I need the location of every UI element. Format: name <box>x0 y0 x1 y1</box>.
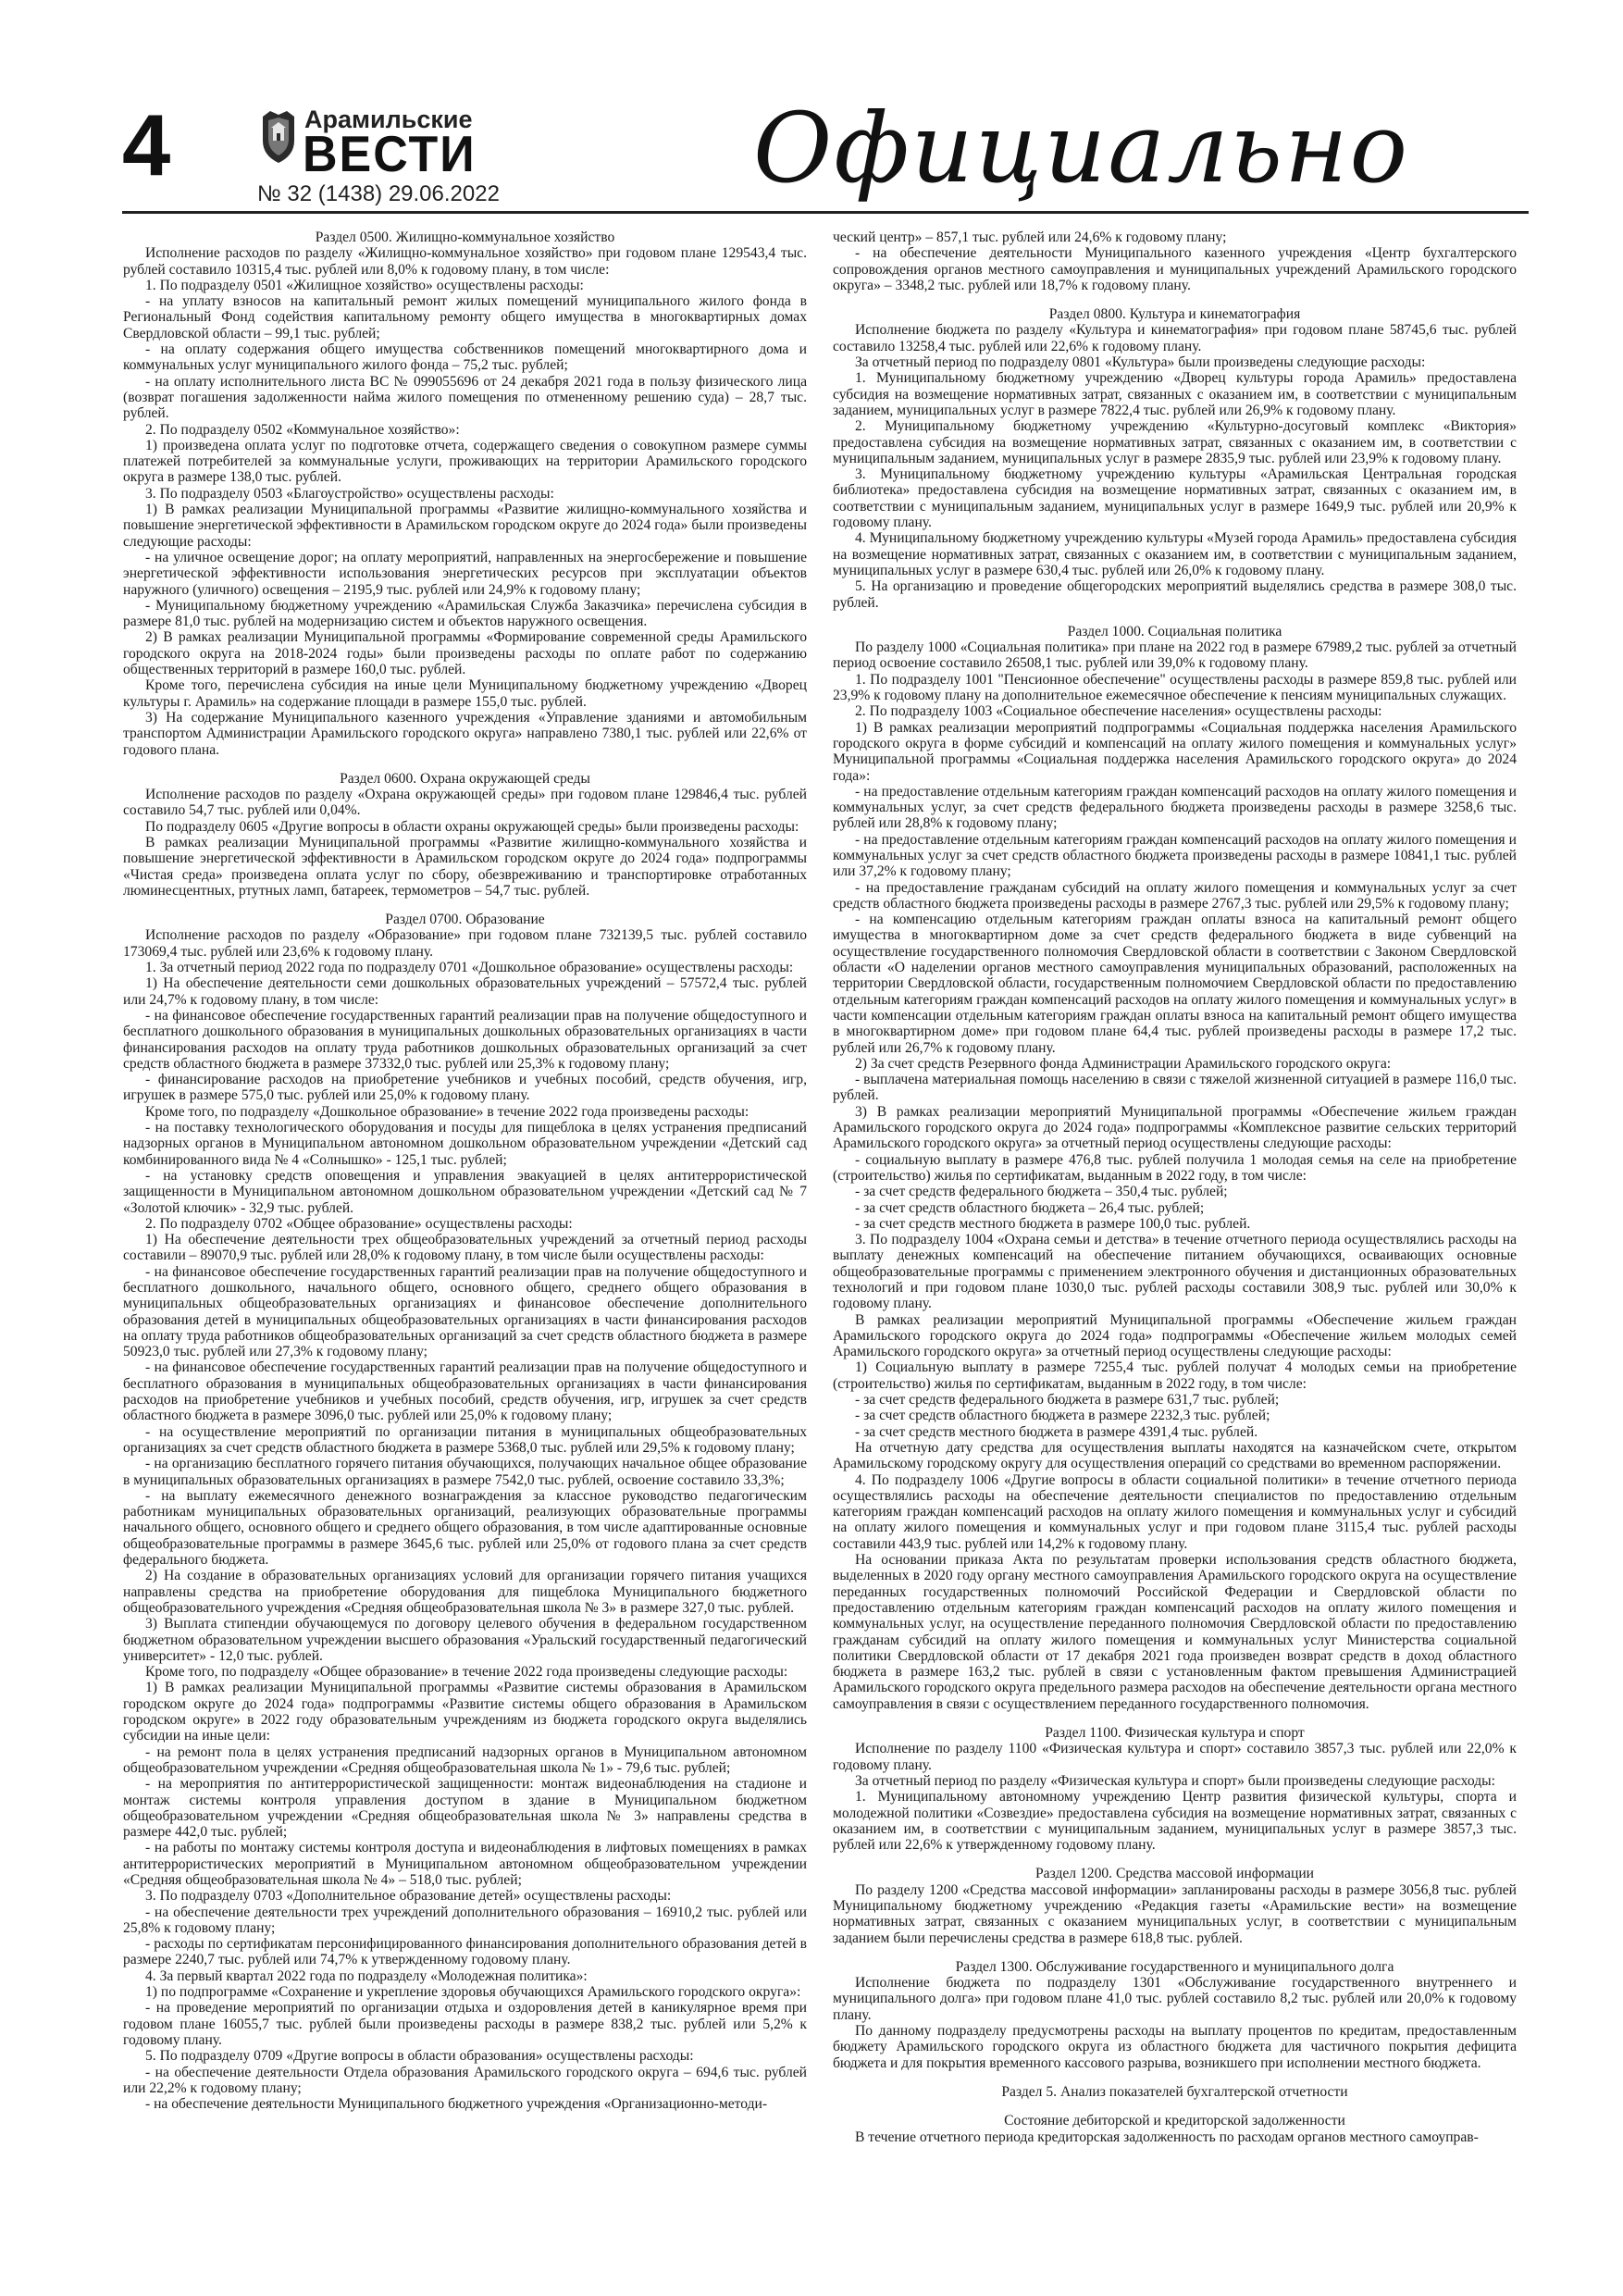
paragraph: 3) На содержание Муниципального казенного учреждения «Управление зданиями и автомобильным транспортом Администрации Арамильского городского округа» направлено 7380,1 тыс. рублей или 22,6% от годового плана. <box>123 709 807 758</box>
section-heading: Раздел 0500. Жилищно-коммунальное хозяйство <box>315 230 615 245</box>
logo-main-text: ВЕСТИ <box>303 126 477 183</box>
paragraph: 4. По подразделу 1006 «Другие вопросы в области социальной политики» в течение отчетного периода осуществлялись расходы на обеспечение деятельности специалистов по предоставлению отдельным категориям граждан компенсаций расходов на оплату жилого помещения и коммунальных услуг и субсидий на оплату жилого помещения и коммунальных услуг и при годовом плане 3115,4 тыс. рублей расходы составили 443,9 тыс. рублей или 14,2% к годовому плану. <box>833 1471 1517 1552</box>
paragraph: - на уплату взносов на капитальный ремонт жилых помещений муниципального жилого фонда в Региональный Фонд содействия капитальному ремонту общего имущества в многоквартирных домах Свердловской области – 99,1 тыс. рублей; <box>123 293 807 341</box>
paragraph: 2. Муниципальному бюджетному учреждению «Культурно-досуговый комплекс «Виктория» предоставлена субсидия на возмещение нормативных затрат, связанных с оказанием им, в соответствии с муниципальным заданием, муниципальных услуг в размере 2835,9 тыс. рублей или 23,9% к годовому плану. <box>833 418 1517 466</box>
paragraph: 3. Муниципальному бюджетному учреждению культуры «Арамильская Центральная городская библиотека» предоставлена субсидия на возмещение нормативных затрат, связанных с оказанием им, в соответствии с муниципальным заданием, муниципальных услуг в размере 1649,9 тыс. рублей или 20,9% к годовому плану. <box>833 466 1517 531</box>
paragraph: На основании приказа Акта по результатам проверки использования средств областного бюджета, выделенных в 2020 году органу местного самоуправления Арамильского городского округа на осуществление переданных государственных полномочий Российской Федерации и Свердловской области по предоставлению отдельным категориям граждан компенсаций расходов на оплату жилого помещения и коммунальных услуг, на осуществление переданного полномочия Свердловской области по предоставлению гражданам субсидий на оплату жилого помещения и коммунальных услуг Министерства социальной политики Свердловской области от 17 декабря 2021 года произведен возврат средств в доход областного бюджета в размере 163,2 тыс. рублей в связи с установленным фактом превышения Администрацией Арамильского городского округа предельного размера расходов на обеспечение деятельности органа местного самоуправления в связи с осуществлением переданного государственного полномочия. <box>833 1552 1517 1712</box>
paragraph: - Муниципальному бюджетному учреждению «Арамильская Служба Заказчика» перечислена субсидия в размере 81,0 тыс. рублей на модернизацию систем и объектов наружного освещения. <box>123 597 807 630</box>
section-title: Официально <box>753 92 1410 205</box>
paragraph: За отчетный период по разделу «Физическая культура и спорт» были произведены следующие расходы: <box>855 1772 1495 1789</box>
paragraph: 1) На обеспечение деятельности трех общеобразовательных учреждений за отчетный период расходы составили – 89070,9 тыс. рублей или 28,0% к годовому плану, в том числе были осуществлены расходы: <box>123 1232 807 1264</box>
issue-info: № 32 (1438) 29.06.2022 <box>257 181 500 206</box>
paragraph: 2. По подразделу 0702 «Общее образование» осуществлены расходы: <box>145 1215 573 1232</box>
paragraph: - на обеспечение деятельности Муниципального бюджетного учреждения «Организационно-методи- <box>145 2096 768 2113</box>
paragraph: 1. Муниципальному автономному учреждению Центр развития физической культуры, спорта и молодежной политики «Созвездие» предоставлена субсидия на возмещение нормативных затрат, связанных с оказанием им, в соответствии с муниципальным заданием, муниципальных услуг в размере 3857,3 тыс. рублей или 22,6% к утвержденному годовому плану. <box>833 1789 1517 1854</box>
paragraph: Исполнение расходов по разделу «Образование» при годовом плане 732139,5 тыс. рублей составило 173069,4 тыс. рублей или 23,6% к годовому плану. <box>123 927 807 960</box>
paragraph: Исполнение по разделу 1100 «Физическая культура и спорт» составило 3857,3 тыс. рублей или 22,0% к годовому плану. <box>833 1741 1517 1773</box>
paragraph: По подразделу 0605 «Другие вопросы в области охраны окружающей среды» были произведены расходы: <box>145 818 799 835</box>
section-heading: Раздел 5. Анализ показателей бухгалтерской отчетности <box>1001 2083 1348 2100</box>
paragraph: - на мероприятия по антитеррористической защищенности: монтаж видеонаблюдения на стадионе и монтаж системы контроля управления доступом в здание в Муниципальном бюджетном общеобразовательном учреждении «Средняя общеобразовательная школа № 3» направлены средства в размере 442,0 тыс. рублей; <box>123 1776 807 1841</box>
paragraph: 2) В рамках реализации Муниципальной программы «Формирование современной среды Арамильского городского округа на 2018-2024 годы» были произведены расходы по оплате работ по содержанию общественных территорий в размере 160,0 тыс. рублей. <box>123 629 807 678</box>
paragraph: - на оплату содержания общего имущества собственников помещений многоквартирного дома и коммунальных услуг муниципального жилого фонда – 75,2 тыс. рублей; <box>123 341 807 374</box>
paragraph: Кроме того, по подразделу «Дошкольное образование» в течение 2022 года произведены расходы: <box>145 1103 750 1120</box>
paragraph: - на финансовое обеспечение государственных гарантий реализации прав на получение общедоступного и бесплатного дошкольного, начального общего, основного общего, среднего общего образования в муниципальных общеобразовательных организациях и финансовое обеспечение дополнительного образования детей в муниципальных общеобразовательных организациях в части финансирования расходов на оплату труда работников общеобразовательных организаций за счет средств областного бюджета в размере 50923,0 тыс. рублей или 27,3% к годовому плану; <box>123 1263 807 1360</box>
paragraph: 3. По подразделу 1004 «Охрана семьи и детства» в течение отчетного периода осуществлялись расходы на выплату денежных компенсаций на обеспечение питанием обучающихся, осваивающих основные общеобразовательные программы с применением электронного обучения и дистанционных образовательных технологий и при годовом плане 1030,0 тыс. рублей расходы составили 308,9 тыс. рублей или 30,0% к годовому плану. <box>833 1232 1517 1312</box>
paragraph: 1) произведена оплата услуг по подготовке отчета, содержащего сведения о совокупном размере суммы платежей потребителей за коммунальные услуги, проживающих на территории Арамильского городского округа в размере 138,0 тыс. рублей. <box>123 437 807 486</box>
paragraph: 3. По подразделу 0503 «Благоустройство» осуществлены расходы: <box>145 485 554 502</box>
section-heading: Раздел 0600. Охрана окружающей среды <box>340 770 590 787</box>
paragraph: - финансирование расходов на приобретение учебников и учебных пособий, средств обучения, игр, игрушек в размере 575,0 тыс. рублей или 25,0% к годовому плану. <box>123 1072 807 1104</box>
page-number: 4 <box>122 96 171 193</box>
paragraph: 1. По подразделу 0501 «Жилищное хозяйство» осуществлены расходы: <box>145 277 584 293</box>
paragraph: За отчетный период по подразделу 0801 «Культура» были произведены следующие расходы: <box>855 354 1426 371</box>
paragraph: - за счет средств местного бюджета в размере 4391,4 тыс. рублей. <box>855 1423 1258 1440</box>
section-heading: Раздел 1100. Физическая культура и спорт <box>1045 1725 1305 1742</box>
coat-of-arms-icon <box>259 107 298 165</box>
paragraph: 4. За первый квартал 2022 года по подразделу «Молодежная политика»: <box>145 1967 588 1984</box>
paragraph: - за счет средств федерального бюджета – 350,4 тыс. рублей; <box>855 1184 1228 1200</box>
paragraph: - на обеспечение деятельности трех учреждений дополнительного образования – 16910,2 тыс. рублей или 25,8% к годовому плану; <box>123 1904 807 1936</box>
left-column <box>123 230 807 2112</box>
paragraph: - за счет средств областного бюджета в размере 2232,3 тыс. рублей; <box>855 1408 1270 1424</box>
paragraph: - на выплату ежемесячного денежного вознаграждения за классное руководство педагогическим работникам муниципальных образовательных организаций, реализующих образовательные программы начального общего, основного общего и среднего общего образования, в том числе адаптированные основные общеобразовательные программы в размере 3645,6 тыс. рублей или 25,0% от годового плана за счет средств федерального бюджета. <box>123 1487 807 1569</box>
paragraph: - на предоставление отдельным категориям граждан компенсаций расходов на оплату жилого помещения и коммунальных услуг за счет средств областного бюджета произведены расходы в размере 10841,1 тыс. рублей или 37,2% к годовому плану; <box>833 831 1517 880</box>
right-column <box>833 230 1517 2145</box>
paragraph: - выплачена материальная помощь населению в связи с тяжелой жизненной ситуацией в размере 116,0 тыс. рублей. <box>833 1072 1517 1104</box>
paragraph: - на проведение мероприятий по организации отдыха и оздоровления детей в каникулярное время при годовом плане 16055,7 тыс. рублей были произведены расходы в размере 838,2 тыс. рублей или 5,2% к годовому плану. <box>123 2000 807 2048</box>
section-heading: Раздел 0800. Культура и кинематография <box>1048 306 1301 323</box>
paragraph: 2. По подразделу 1003 «Социальное обеспечение населения» осуществлены расходы: <box>855 703 1382 720</box>
paragraph: - на финансовое обеспечение государственных гарантий реализации прав на получение общедоступного и бесплатного дошкольного образования в муниципальных дошкольных образовательных организациях в части финансирования расходов на оплату труда работников дошкольных образовательных организаций за счет средств областного бюджета в размере 37332,0 тыс. рублей или 25,3% к годовому плану; <box>123 1007 807 1072</box>
paragraph: 1) В рамках реализации Муниципальной программы «Развитие системы образования в Арамильском городском округе до 2024 года» подпрограммы «Развитие системы общего образования в Арамильском городском округе» в 2022 году образовательным учреждениям из бюджета городского округа выделялись субсидии на иные цели: <box>123 1680 807 1744</box>
paragraph: - социальную выплату в размере 476,8 тыс. рублей получила 1 молодая семья на селе на приобретение (строительство) жилья по сертификатам, выданным в 2022 году, в том числе: <box>833 1151 1517 1184</box>
paragraph: В рамках реализации Муниципальной программы «Развитие жилищно-коммунального хозяйства и повышение энергетической эффективности в Арамильском городском округе до 2024 года» подпрограммы «Чистая среда» произведена оплата услуг по сбору, обезвреживанию и транспортировке отработанных люминесцентных, ртутных ламп, батареек, термометров – 54,7 тыс. рублей. <box>123 834 807 899</box>
paragraph: - на обеспечение деятельности Муниципального казенного учреждения «Центр бухгалтерского сопровождения органов местного самоуправления и муниципальных учреждений Арамильского городского округа» – 3348,2 тыс. рублей или 18,7% к годовому плану. <box>833 245 1517 293</box>
paragraph: В течение отчетного периода кредиторская задолженность по расходам органов местного самоуправ- <box>855 2128 1479 2145</box>
paragraph: Кроме того, перечислена субсидия на иные цели Муниципальному бюджетному учреждению «Дворец культуры г. Арамиль» на содержание площади в размере 155,0 тыс. рублей. <box>123 677 807 710</box>
paragraph: - за счет средств местного бюджета в размере 100,0 тыс. рублей. <box>855 1215 1251 1232</box>
paragraph: - на работы по монтажу системы контроля доступа и видеонаблюдения в лифтовых помещениях в рамках антитеррористических мероприятий в Муниципальном автономном общеобразовательном учреждении «Средняя общеобразовательная школа № 4» – 518,0 тыс. рублей; <box>123 1840 807 1888</box>
paragraph: Исполнение расходов по разделу «Охрана окружающей среды» при годовом плане 129846,4 тыс. рублей составило 54,7 тыс. рублей или 0,04%. <box>123 787 807 819</box>
section-heading: Раздел 1200. Средства массовой информации <box>1035 1866 1315 1882</box>
paragraph: - на осуществление мероприятий по организации питания в муниципальных общеобразовательных организациях за счет средств областного бюджета в размере 5368,0 тыс. рублей или 29,5% к годовому плану; <box>123 1423 807 1456</box>
paragraph: 4. Муниципальному бюджетному учреждению культуры «Музей города Арамиль» предоставлена субсидия на возмещение нормативных затрат, связанных с оказанием им, в соответствии с муниципальным заданием, муниципальных услуг в размере 630,4 тыс. рублей или 26,0% к годовому плану. <box>833 530 1517 578</box>
paragraph: На отчетную дату средства для осуществления выплаты находятся на казначейском счете, открытом Арамильскому городскому округу для осуществления операций со средствами во временном распоряжении. <box>833 1439 1517 1472</box>
paragraph: - на ремонт пола в целях устранения предписаний надзорных органов в Муниципальном автономном общеобразовательном учреждении «Средняя общеобразовательная школа № 1» - 79,6 тыс. рублей; <box>123 1744 807 1776</box>
paragraph: 1. Муниципальному бюджетному учреждению «Дворец культуры города Арамиль» предоставлена субсидия на возмещение нормативных затрат, связанных с оказанием им, в соответствии с муниципальным заданием, муниципальных услуг в размере 7822,4 тыс. рублей или 26,9% к годовому плану. <box>833 370 1517 418</box>
paragraph: - на предоставление отдельным категориям граждан компенсаций расходов на оплату жилого помещения и коммунальных услуг, за счет средств федерального бюджета произведены расходы в размере 3258,6 тыс. рублей или 28,8% к годовому плану; <box>833 783 1517 832</box>
section-heading: Раздел 0700. Образование <box>385 912 545 928</box>
paragraph: - на обеспечение деятельности Отдела образования Арамильского городского округа – 694,6 тыс. рублей или 22,2% к годовому плану; <box>123 2064 807 2096</box>
paragraph: По разделу 1000 «Социальная политика» при плане на 2022 год в размере 67989,2 тыс. рублей за отчетный период освоение составило 26508,1 тыс. рублей или 39,0% к годовому плану. <box>833 639 1517 672</box>
paragraph: В рамках реализации мероприятий Муниципальной программы «Обеспечение жильем граждан Арамильского городского округа до 2024 года» подпрограммы «Обеспечение жильем молодых семей Арамильского городского округа» за отчетный период осуществлены следующие расходы: <box>833 1311 1517 1360</box>
paragraph: 3. По подразделу 0703 «Дополнительное образование детей» осуществлены расходы: <box>145 1888 672 1905</box>
paragraph: - на оплату исполнительного листа ВС № 099055696 от 24 декабря 2021 года в пользу физического лица (возврат погашения задолженности найма жилого помещения по отмененному решению суда) – 28,7 тыс. рублей. <box>123 373 807 422</box>
header-rule <box>122 211 1529 214</box>
paragraph: - расходы по сертификатам персонифицированного финансирования дополнительного образования детей в размере 2240,7 тыс. рублей или 74,7% к утвержденному годовому плану. <box>123 1936 807 1968</box>
paragraph: Исполнение расходов по разделу «Жилищно-коммунальное хозяйство» при годовом плане 129543,4 тыс. рублей составило 10315,4 тыс. рублей или 8,0% к годовому плану, в том числе: <box>123 245 807 278</box>
section-heading: Раздел 1000. Социальная политика <box>1067 623 1282 639</box>
paragraph: Кроме того, по подразделу «Общее образование» в течение 2022 года произведены следующие расходы: <box>145 1664 788 1681</box>
paragraph: - на финансовое обеспечение государственных гарантий реализации прав на получение общедоступного и бесплатного образования в муниципальных общеобразовательных организациях в части финансирования расходов на приобретение учебников и учебных пособий, средств обучения, игр, игрушек за счет средств областного бюджета в размере 3096,0 тыс. рублей или 25,0% к годовому плану; <box>123 1359 807 1424</box>
paragraph: 2) За счет средств Резервного фонда Администрации Арамильского городского округа: <box>855 1055 1392 1072</box>
paragraph: 1) В рамках реализации мероприятий подпрограммы «Социальная поддержка населения Арамильского городского округа в форме субсидий и компенсаций на оплату жилого помещения и коммунальных услуг» Муниципальной программы «Социальная поддержка населения Арамильского городского округа» до 2024 года»: <box>833 719 1517 784</box>
paragraph: - на предоставление гражданам субсидий на оплату жилого помещения и коммунальных услуг за счет средств областного бюджета произведены расходы в размере 2767,3 тыс. рублей или 29,5% к годовому плану; <box>833 879 1517 912</box>
paragraph: - на организацию бесплатного горячего питания обучающихся, получающих начальное общее образование в муниципальных образовательных организациях в размере 7542,0 тыс. рублей, освоение составило 33,3%; <box>123 1456 807 1488</box>
paragraph: 2. По подразделу 0502 «Коммунальное хозяйство»: <box>145 421 460 438</box>
paragraph: - за счет средств федерального бюджета в размере 631,7 тыс. рублей; <box>855 1392 1280 1409</box>
paragraph: - на уличное освещение дорог; на оплату мероприятий, направленных на энергосбережение и повышение энергетической эффективности использования энергетических ресурсов при эксплуатации объектов наружного (уличного) освещения – 2195,9 тыс. рублей или 24,9% к годовому плану; <box>123 549 807 598</box>
paragraph: - на поставку технологического оборудования и посуды для пищеблока в целях устранения предписаний надзорных органов в Муниципальном автономном дошкольном образовательном учреждении «Детский сад комбинированного вида № 4 «Солнышко» - 125,1 тыс. рублей; <box>123 1120 807 1168</box>
logo-top-text: Арамильские <box>304 105 473 133</box>
paragraph: - за счет средств областного бюджета – 26,4 тыс. рублей; <box>855 1199 1205 1216</box>
paragraph: По данному подразделу предусмотрены расходы на выплату процентов по кредитам, предоставленным бюджету Арамильского городского округа из областного бюджета для частичного покрытия дефицита бюджета и для покрытия временного кассового разрыва, возникшего при исполнении местного бюджета. <box>833 2023 1517 2071</box>
paragraph: 1) по подпрограмме «Сохранение и укрепление здоровья обучающихся Арамильского городского округа»: <box>145 1984 801 2001</box>
paragraph: По разделу 1200 «Средства массовой информации» запланированы расходы в размере 3056,8 тыс. рублей Муниципальному бюджетному учреждению «Редакция газеты «Арамильские вести» на возмещение нормативных затрат, связанных с оказанием муниципальных услуг, в соответствии с муниципальным заданием были перечислены средства в размере 618,8 тыс. рублей. <box>833 1881 1517 1946</box>
paragraph: 2) На создание в образовательных организациях условий для организации горячего питания учащихся направлены средства на приобретение оборудования для пищеблока Муниципального бюджетного общеобразовательного учреждения «Средняя общеобразовательная школа № 3» в размере 327,0 тыс. рублей. <box>123 1568 807 1616</box>
paragraph: 5. На организацию и проведение общегородских мероприятий выделялись средства в размере 308,0 тыс. рублей. <box>833 578 1517 611</box>
paragraph: 3) Выплата стипендии обучающемуся по договору целевого обучения в федеральном государственном бюджетном образовательном учреждении высшего образования «Уральский государственный педагогический университет» - 12,0 тыс. рублей. <box>123 1616 807 1664</box>
paragraph: ческий центр» – 857,1 тыс. рублей или 24,6% к годовому плану; <box>833 230 1227 245</box>
paragraph: 1) На обеспечение деятельности семи дошкольных образовательных учреждений – 57572,4 тыс. рублей или 24,7% к годовому плану, в том числе: <box>123 975 807 1008</box>
paragraph: 1) Социальную выплату в размере 7255,4 тыс. рублей получат 4 молодых семьи на приобретение (строительство) жилья по сертификатам, выданным в 2022 году, в том числе: <box>833 1359 1517 1392</box>
paragraph: 5. По подразделу 0709 «Другие вопросы в области образования» осуществлены расходы: <box>145 2048 694 2065</box>
paragraph: Исполнение бюджета по разделу «Культура и кинематография» при годовом плане 58745,6 тыс. рублей составило 13258,4 тыс. рублей или 22,6% к годовому плану. <box>833 322 1517 354</box>
paragraph: - на установку средств оповещения и управления эвакуацией в целях антитеррористической защищенности в Муниципальном автономном дошкольном образовательном учреждении «Детский сад № 7 «Золотой ключик» - 32,9 тыс. рублей. <box>123 1167 807 1216</box>
paragraph: 1. По подразделу 1001 "Пенсионное обеспечение" осуществлены расходы в размере 859,8 тыс. рублей или 23,9% к годовому плану на дополнительное ежемесячное обеспечение к пенсиям муниципальных служащих. <box>833 671 1517 704</box>
paragraph: 1) В рамках реализации Муниципальной программы «Развитие жилищно-коммунального хозяйства и повышение энергетической эффективности в Арамильском городском округе до 2024 года» были произведены следующие расходы: <box>123 502 807 550</box>
paragraph: Исполнение бюджета по подразделу 1301 «Обслуживание государственного внутреннего и муниципального долга» при годовом плане 41,0 тыс. рублей составило 8,2 тыс. рублей или 20,0% к годовому плану. <box>833 1975 1517 2023</box>
paragraph: 3) В рамках реализации мероприятий Муниципальной программы «Обеспечение жильем граждан Арамильского городского округа до 2024 года» подпрограммы «Комплексное развитие сельских территорий Арамильского городского округа» за отчетный период осуществлены следующие расходы: <box>833 1103 1517 1152</box>
paragraph: 1. За отчетный период 2022 года по подразделу 0701 «Дошкольное образование» осуществлены расходы: <box>145 960 794 976</box>
paragraph: - на компенсацию отдельным категориям граждан оплаты взноса на капитальный ремонт общего имущества в многоквартирном доме за счет средств федерального бюджета в виде субвенций на осуществление государственного полномочия Свердловской области в соответствии с Законом Свердловской области «О наделении органов местного самоуправления муниципальных образований, расположенных на территории Свердловской области, государственным полномочием Свердловской области по предоставлению отдельным категориям граждан компенсаций расходов на оплату жилого помещения и коммунальных услуг» в части компенсации отдельным категориям граждан оплаты взноса на капитальный ремонт общего имущества в многоквартирном доме» при годовом плане 64,4 тыс. рублей произведены расходы в размере 17,2 тыс. рублей или 26,7% к годовому плану. <box>833 912 1517 1056</box>
page-header <box>122 92 1529 230</box>
section-heading: Раздел 1300. Обслуживание государственного и муниципального долга <box>955 1958 1394 1975</box>
section-heading: Состояние дебиторской и кредиторской задолженности <box>1004 2113 1345 2129</box>
